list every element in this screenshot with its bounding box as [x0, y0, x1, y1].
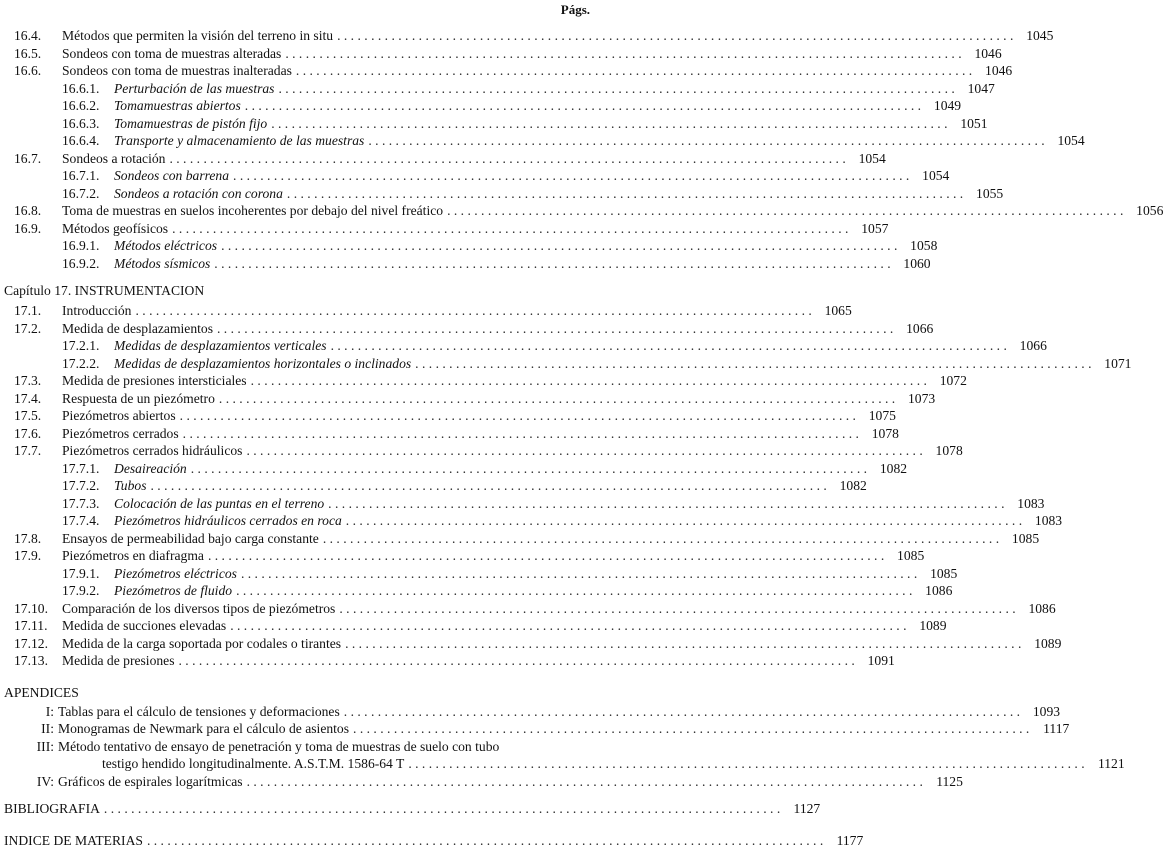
leader-dots [353, 721, 1029, 737]
table-of-contents [0, 28, 1163, 855]
entry-title: Sondeos con toma de muestras alteradas [62, 45, 282, 61]
leader-dots [447, 203, 1123, 219]
entry-title: Transporte y almacenamiento de las muestras [114, 133, 365, 148]
entry-number: 17.12. [14, 635, 48, 651]
leader-dots [230, 618, 906, 634]
chapter-17-heading [0, 283, 600, 303]
leader-dots [179, 653, 855, 669]
entry-number: 17.1. [14, 303, 42, 318]
entry-number: 17.7. [14, 443, 42, 458]
toc-entry [0, 756, 1125, 774]
entry-page: 1127 [793, 801, 821, 816]
toc-entry [0, 303, 852, 321]
toc-entry [0, 721, 1070, 739]
entry-title: Piezómetros en diafragma [62, 548, 204, 563]
chapter-17-entries [0, 303, 1132, 671]
toc-entry [0, 115, 988, 134]
toc-entry [0, 355, 1132, 374]
entry-number: 16.6.3. [62, 115, 100, 131]
toc-entry [0, 80, 995, 99]
entry-title: Sondeos con barrena [114, 168, 230, 183]
toc-entry [0, 773, 963, 792]
entry-title: Tomamuestras abiertos [114, 98, 241, 113]
leader-dots [214, 256, 890, 272]
entry-title: Introducción [62, 303, 132, 318]
toc-entry [0, 565, 958, 584]
entry-page: 1051 [960, 115, 988, 131]
entry-number: 16.6.2. [62, 98, 100, 113]
entry-page: 1082 [879, 460, 908, 476]
leader-dots [337, 28, 1013, 44]
entry-number: 17.4. [14, 390, 42, 406]
entry-number: 16.7. [14, 150, 42, 166]
toc-entry [0, 460, 908, 479]
entry-page: 1054 [1057, 133, 1085, 148]
toc-entry [0, 338, 1047, 356]
leader-dots [172, 221, 848, 237]
entry-page: 1078 [935, 443, 963, 458]
leader-dots [104, 801, 780, 817]
leader-dots [208, 548, 884, 564]
leader-dots [147, 833, 823, 849]
leader-dots [415, 356, 1091, 372]
entry-number: 16.7.2. [62, 185, 100, 201]
entry-page: 1082 [839, 478, 867, 493]
toc-entry [0, 203, 1163, 221]
entry-page: 1054 [858, 150, 886, 166]
entry-page: 1085 [1011, 530, 1040, 546]
entry-title: Piezómetros eléctricos [114, 565, 237, 581]
toc-entry [0, 618, 947, 636]
entry-number: 16.6.4. [62, 133, 100, 148]
entry-number: 17.11. [14, 618, 48, 633]
entry-page: 1071 [1104, 355, 1132, 371]
toc-entry [0, 185, 1004, 204]
entry-page: 1066 [1019, 338, 1047, 353]
entry-page: 1177 [836, 833, 864, 848]
leader-dots [247, 774, 923, 790]
section-16-entries [0, 28, 1163, 273]
entry-page: 1121 [1097, 756, 1125, 771]
entry-number: 16.9.1. [62, 238, 100, 253]
entry-number: 16.9.2. [62, 255, 100, 271]
entry-title: Sondeos con toma de muestras inalteradas [62, 63, 292, 78]
entry-title: Tablas para el cálculo de tensiones y deformaciones [58, 703, 340, 719]
entry-title: Métodos eléctricos [114, 238, 218, 253]
entry-title: Piezómetros cerrados [62, 425, 179, 441]
entry-title: Medidas de desplazamientos verticales [114, 338, 327, 353]
entry-page: 1078 [871, 425, 899, 441]
entry-title: Sondeos a rotación [62, 150, 166, 166]
toc-entry [0, 28, 1054, 46]
bibliografia-entry [0, 801, 821, 823]
entry-page: 1073 [908, 390, 936, 406]
entry-title: Métodos que permiten la visión del terreno in situ [62, 28, 334, 43]
leader-dots [241, 566, 917, 582]
entry-title: Medidas de desplazamientos horizontales o inclinados [114, 355, 412, 371]
entry-number: 16.6.1. [62, 80, 100, 96]
entry-title: Monogramas de Newmark para el cálculo de asientos [58, 721, 350, 736]
entry-page: 1093 [1032, 703, 1061, 719]
indice-entry [0, 833, 864, 855]
entry-number: 16.8. [14, 203, 42, 218]
toc-entry [0, 255, 931, 274]
entry-page: 1060 [903, 255, 931, 271]
toc-entry [0, 150, 886, 169]
entry-page: 1083 [1017, 495, 1045, 511]
leader-dots [245, 98, 921, 114]
leader-dots [135, 303, 811, 319]
toc-entry [0, 548, 925, 566]
entry-page: 1049 [933, 98, 962, 113]
entry-title: Tomamuestras de pistón fijo [114, 115, 268, 131]
entry-page: 1057 [861, 220, 889, 236]
leader-dots [344, 704, 1020, 720]
entry-title: Métodos sísmicos [114, 255, 211, 271]
toc-entry [0, 513, 1063, 531]
entry-page: 1091 [867, 653, 895, 668]
apendices-title: APENDICES [4, 684, 79, 700]
leader-dots [191, 461, 867, 477]
toc-entry [0, 373, 967, 391]
entry-page: 1055 [976, 185, 1004, 201]
entry-title: INDICE DE MATERIAS [4, 833, 143, 848]
leader-dots [236, 583, 912, 599]
entry-number: 17.2.1. [62, 338, 100, 353]
toc-entry [0, 653, 895, 671]
toc-entry [0, 739, 600, 757]
entry-number: 17.9. [14, 548, 42, 563]
entry-title: Ensayos de permeabilidad bajo carga constante [62, 530, 319, 546]
entry-page: 1046 [974, 45, 1002, 61]
apendices-entries [0, 703, 1125, 792]
entry-number: 17.8. [14, 530, 42, 546]
leader-dots [346, 513, 1022, 529]
entry-page: 1083 [1034, 513, 1063, 528]
entry-title: Gráficos de espirales logarítmicas [58, 773, 243, 789]
entry-title: Piezómetros de fluido [114, 583, 233, 598]
toc-entry [0, 408, 896, 426]
entry-number: 17.7.1. [62, 460, 100, 476]
entry-title: testigo hendido longitudinalmente. A.S.T.M. 1586-64 T [102, 756, 405, 771]
entry-page: 1066 [906, 320, 934, 336]
leader-dots [246, 443, 922, 459]
toc-entry [0, 600, 1056, 619]
entry-number: 16.6. [14, 63, 42, 78]
entry-number: 17.10. [14, 600, 48, 616]
leader-dots [287, 186, 963, 202]
entry-number: 17.9.1. [62, 565, 100, 581]
entry-page: 1058 [910, 238, 938, 253]
entry-page: 1046 [985, 63, 1013, 78]
leader-dots [285, 46, 961, 62]
apendices-heading [0, 685, 600, 704]
toc-entry [0, 63, 1013, 81]
entry-number: 16.5. [14, 45, 42, 61]
entry-number: 17.9.2. [62, 583, 100, 598]
toc-entry [0, 390, 936, 409]
toc-entry [0, 425, 899, 444]
toc-entry [0, 133, 1085, 151]
toc-entry [0, 238, 938, 256]
leader-dots [219, 391, 895, 407]
entry-number: 17.3. [14, 373, 42, 388]
entry-page: 1085 [897, 548, 925, 563]
entry-title: Sondeos a rotación con corona [114, 185, 283, 201]
entry-number: 17.2. [14, 320, 42, 336]
entry-title: Respuesta de un piezómetro [62, 390, 215, 406]
entry-title: Medida de presiones [62, 653, 175, 668]
leader-dots [328, 496, 1004, 512]
leader-dots [251, 373, 927, 389]
entry-number: 17.6. [14, 425, 42, 441]
entry-page: 1086 [925, 583, 953, 598]
entry-title: Medida de succiones elevadas [62, 618, 227, 633]
leader-dots [233, 168, 909, 184]
toc-entry [0, 98, 962, 116]
entry-title: Perturbación de las muestras [114, 80, 275, 96]
leader-dots [217, 321, 893, 337]
toc-entry [0, 530, 1040, 549]
leader-dots [345, 636, 1021, 652]
leader-dots [221, 238, 897, 254]
entry-page: 1086 [1028, 600, 1056, 616]
entry-number: 16.4. [14, 28, 42, 43]
entry-page: 1089 [1034, 635, 1062, 651]
entry-title: Métodos geofísicos [62, 220, 169, 236]
entry-title: Medida de la carga soportada por codales o tirantes [62, 635, 342, 651]
leader-dots [368, 133, 1044, 149]
entry-title: Toma de muestras en suelos incoherentes por debajo del nivel freático [62, 203, 444, 218]
entry-title: Método tentativo de ensayo de penetración y toma de muestras de suelo con tubo [58, 738, 500, 754]
entry-title: Medida de presiones intersticiales [62, 373, 247, 388]
entry-number: 16.9. [14, 220, 42, 236]
toc-entry [0, 478, 867, 496]
entry-number: 17.2.2. [62, 355, 100, 371]
leader-dots [271, 116, 947, 132]
leader-dots [323, 531, 999, 547]
leader-dots [151, 478, 827, 494]
toc-entry [0, 443, 963, 461]
chapter-title: Capítulo 17. INSTRUMENTACION [4, 283, 205, 298]
leader-dots [408, 756, 1084, 772]
entry-page: 1075 [868, 408, 896, 423]
entry-page: 1089 [919, 618, 947, 633]
leader-dots [180, 408, 856, 424]
entry-title: Colocación de las puntas en el terreno [114, 495, 325, 511]
entry-page: 1085 [930, 565, 958, 581]
entry-title: BIBLIOGRAFIA [4, 801, 100, 816]
entry-title: Tubos [114, 478, 147, 493]
entry-number: IV: [36, 773, 54, 789]
leader-dots [278, 81, 954, 97]
entry-number: I: [45, 703, 54, 719]
toc-entry [0, 168, 950, 186]
toc-entry [0, 703, 1061, 722]
entry-page: 1047 [967, 80, 995, 96]
entry-title: Desaireación [114, 460, 187, 476]
entry-title: Comparación de los diversos tipos de piezómetros [62, 600, 336, 616]
entry-title: Piezómetros hidráulicos cerrados en roca [114, 513, 342, 528]
toc-entry [0, 583, 953, 601]
entry-number: 17.7.3. [62, 495, 100, 511]
leader-dots [296, 63, 972, 79]
entry-number: II: [41, 721, 54, 736]
entry-page: 1054 [922, 168, 950, 183]
pages-column-header: Págs. [560, 2, 590, 17]
entry-page: 1125 [936, 773, 963, 789]
entry-page: 1072 [939, 373, 967, 388]
toc-entry [0, 635, 1062, 654]
leader-dots [331, 338, 1007, 354]
toc-entry [0, 220, 889, 239]
toc-entry [0, 495, 1045, 514]
leader-dots [183, 426, 859, 442]
entry-number: 17.7.2. [62, 478, 100, 493]
toc-entry [0, 45, 1002, 64]
entry-number: 17.7.4. [62, 513, 100, 528]
entry-page: 1056 [1136, 203, 1163, 218]
entry-page: 1045 [1026, 28, 1054, 43]
entry-number: 17.13. [14, 653, 48, 668]
leader-dots [339, 601, 1015, 617]
entry-title: Piezómetros abiertos [62, 408, 176, 423]
entry-number: III: [36, 738, 54, 754]
leader-dots [169, 151, 845, 167]
entry-title: Medida de desplazamientos [62, 320, 213, 336]
entry-page: 1117 [1043, 721, 1070, 736]
entry-number: 16.7.1. [62, 168, 100, 183]
toc-entry [0, 320, 934, 339]
entry-number: 17.5. [14, 408, 42, 423]
entry-title: Piezómetros cerrados hidráulicos [62, 443, 243, 458]
entry-page: 1065 [824, 303, 852, 318]
